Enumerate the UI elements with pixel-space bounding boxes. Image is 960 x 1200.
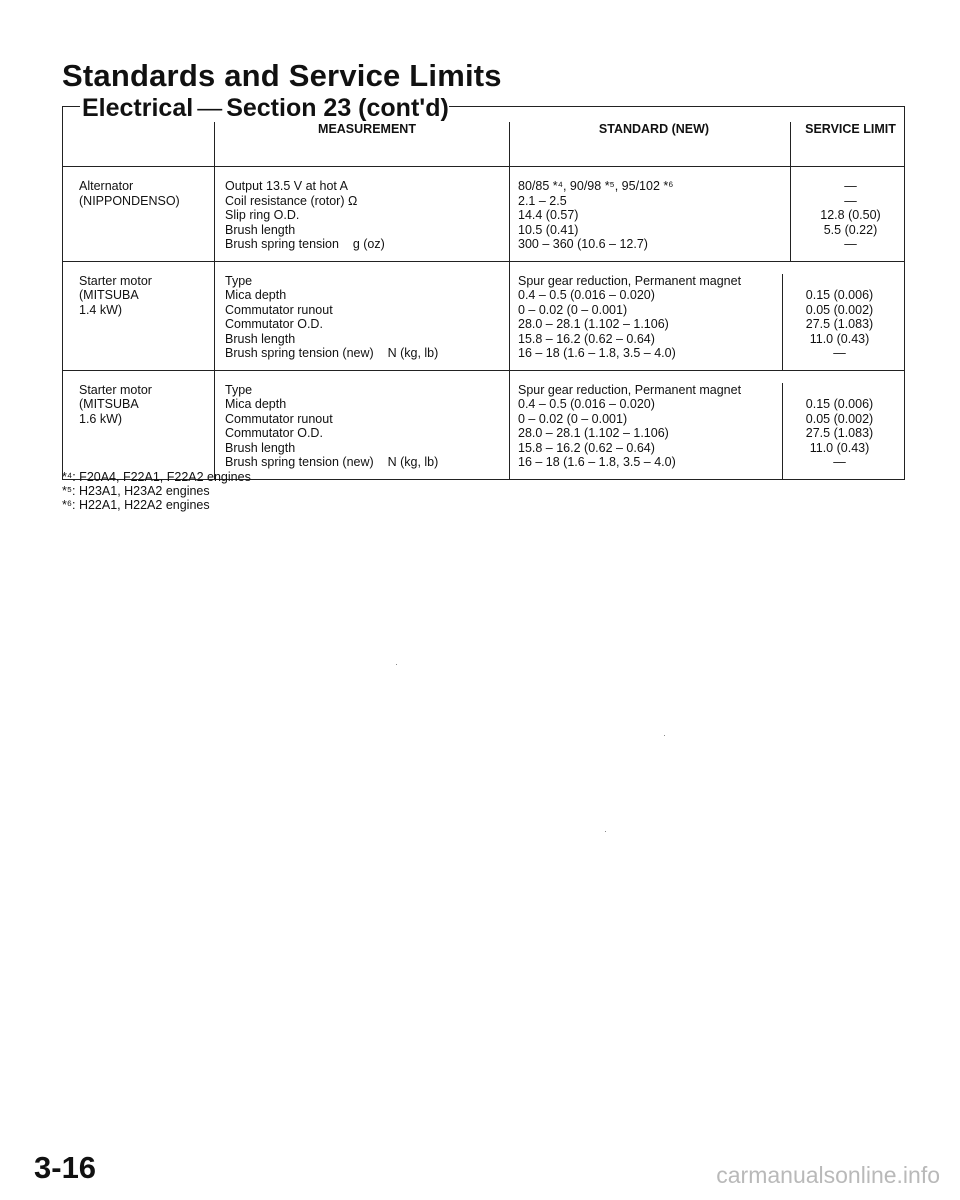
section-frame-right [904,106,905,122]
table-row [63,261,905,370]
footnote: *⁶: H22A1, H22A2 engines [62,498,210,512]
page-title: Standards and Service Limits [62,58,502,93]
measurement-line: Commutator runout [225,302,333,317]
standard-line: 0 – 0.02 (0 – 0.001) [518,302,628,317]
table-header-row [63,122,905,167]
standard-line: 15.8 – 16.2 (0.62 – 0.64) [518,440,655,455]
standard-cell [510,261,905,370]
standard-line: 16 – 18 (1.6 – 1.8, 3.5 – 4.0) [518,346,676,360]
service-line: — [833,455,846,469]
component-line: 1.6 kW) [79,411,123,426]
measurement-line: Brush spring tension g (oz) [225,237,385,251]
standard-cell [510,370,905,479]
service-line: 0.15 (0.006) [805,288,874,302]
standard-line: 10.5 (0.41) [518,222,579,237]
measurement-line: Mica depth [225,397,287,411]
section-rule-left [62,106,80,107]
section-subtitle: Section 23 (cont'd) [226,94,449,122]
type-value: Spur gear reduction, Permanent magnet [518,382,742,397]
measurement-line: Commutator O.D. [225,426,323,440]
footnote: *⁴: F20A4, F22A1, F22A2 engines [62,470,251,484]
measurement-line: Slip ring O.D. [225,208,300,222]
measurement-line: Brush length [225,222,296,237]
service-line: 0.05 (0.002) [805,411,874,426]
header-service-limit: SERVICE LIMIT [791,122,905,167]
measurement-line: Coil resistance (rotor) Ω [225,193,358,208]
component-cell [63,261,215,370]
standard-line: 80/85 *⁴, 90/98 *⁵, 95/102 *⁶ [518,179,674,193]
table-row [63,370,905,479]
component-line: Starter motor [79,382,152,397]
standard-cell [510,167,791,262]
component-line: (MITSUBA [79,397,139,411]
service-limit-cell [791,167,905,262]
service-line: — [833,346,846,360]
section-dash: — [197,94,223,122]
service-line: 0.15 (0.006) [805,397,874,411]
section-name: Electrical [82,94,194,122]
header-standard: STANDARD (NEW) [510,122,791,167]
measurement-cell [215,370,510,479]
service-line: 27.5 (1.083) [805,317,874,331]
standard-line: 300 – 360 (10.6 – 12.7) [518,237,648,251]
watermark: carmanualsonline.info [716,1162,940,1188]
component-line: Starter motor [79,273,152,288]
spec-table [62,122,905,480]
measurement-line: Brush spring tension (new) N (kg, lb) [225,455,439,469]
standard-line: 15.8 – 16.2 (0.62 – 0.64) [518,331,655,346]
service-line: — [844,193,857,208]
standard-line: 0.4 – 0.5 (0.016 – 0.020) [518,288,655,302]
measurement-cell [215,167,510,262]
footnote: *⁵: H23A1, H23A2 engines [62,484,210,498]
table-row [63,167,905,262]
component-line: 1.4 kW) [79,302,123,317]
standard-line: 14.4 (0.57) [518,208,579,222]
standard-line: 28.0 – 28.1 (1.102 – 1.106) [518,426,669,440]
header-measurement: MEASUREMENT [215,122,510,167]
component-cell [63,370,215,479]
scan-speck [605,831,606,832]
standard-line: 0 – 0.02 (0 – 0.001) [518,411,628,426]
standard-line: 2.1 – 2.5 [518,193,567,208]
service-line: 27.5 (1.083) [805,426,874,440]
scan-speck [664,735,665,736]
standard-line: 16 – 18 (1.6 – 1.8, 3.5 – 4.0) [518,455,676,469]
component-line: (NIPPONDENSO) [79,193,180,208]
measurement-line: Type [225,273,253,288]
service-line: 0.05 (0.002) [805,302,874,317]
section-heading [82,94,449,123]
service-line: — [844,237,857,251]
measurement-line: Type [225,382,253,397]
standard-line: 28.0 – 28.1 (1.102 – 1.106) [518,317,669,331]
measurement-line: Mica depth [225,288,287,302]
component-line: Alternator [79,179,134,193]
measurement-line: Brush length [225,331,296,346]
type-value: Spur gear reduction, Permanent magnet [518,273,742,288]
section-frame-left [62,106,63,122]
header-component [63,122,215,167]
measurement-line: Commutator O.D. [225,317,323,331]
section-rule-right [380,106,905,107]
service-line: 5.5 (0.22) [823,222,878,237]
page-number: 3-16 [34,1150,97,1185]
service-line: 11.0 (0.43) [809,331,870,346]
measurement-line: Brush length [225,440,296,455]
component-cell [63,167,215,262]
service-line: 12.8 (0.50) [820,208,881,222]
measurement-line: Commutator runout [225,411,333,426]
component-line: (MITSUBA [79,288,139,302]
service-line: — [844,179,857,193]
measurement-line: Output 13.5 V at hot A [225,179,349,193]
scan-speck [396,664,397,665]
measurement-line: Brush spring tension (new) N (kg, lb) [225,346,439,360]
standard-line: 0.4 – 0.5 (0.016 – 0.020) [518,397,655,411]
service-line: 11.0 (0.43) [809,440,870,455]
footnotes [62,470,251,512]
measurement-cell [215,261,510,370]
